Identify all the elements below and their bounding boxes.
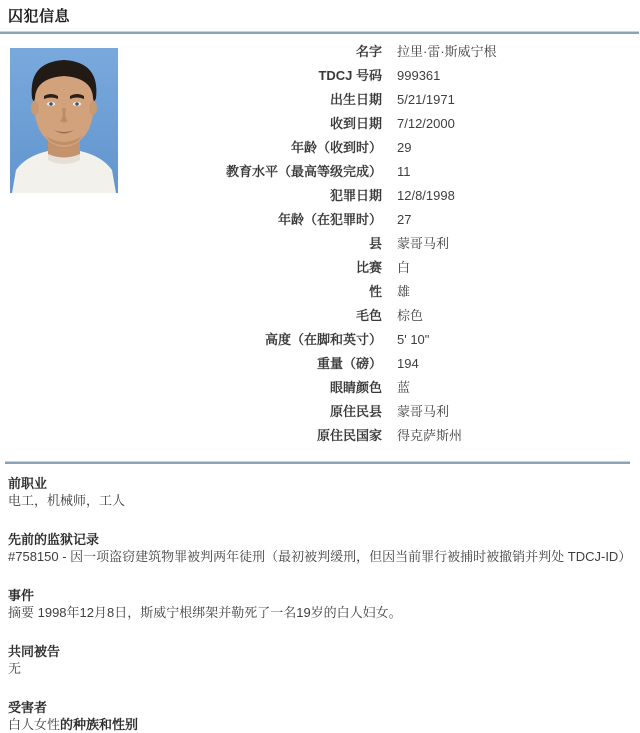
info-section xyxy=(8,476,628,509)
inmate-field-row xyxy=(0,352,640,376)
field-label: 县 xyxy=(368,236,382,251)
field-label: 高度（在脚和英寸） xyxy=(264,332,382,347)
inmate-field-row xyxy=(0,400,640,424)
section-content xyxy=(8,493,628,509)
field-label: 原住民县 xyxy=(329,404,382,419)
field-value: 29 xyxy=(397,140,412,155)
field-value: 雄 xyxy=(397,284,411,299)
field-value: 27 xyxy=(397,212,412,227)
field-value: 5/21/1971 xyxy=(397,92,455,107)
inmate-field-row xyxy=(0,208,640,232)
inmate-field-row xyxy=(0,232,640,256)
field-label: 年龄（收到时） xyxy=(290,140,382,155)
inmate-photo xyxy=(10,48,118,193)
info-section xyxy=(8,588,628,621)
section-heading: 共同被告 xyxy=(8,644,61,659)
section-content-part: #758150 - 因一项盗窃建筑物罪被判两年徒刑（最初被判缓刑，但因当前罪行被捕时被撤销并判处 TDCJ-ID） xyxy=(8,549,632,564)
field-label: 收到日期 xyxy=(329,116,382,131)
field-value: 拉里·雷·斯威宁根 xyxy=(397,44,497,59)
field-label: 出生日期 xyxy=(329,92,382,107)
page-title: 囚犯信息 xyxy=(8,8,71,25)
field-value: 194 xyxy=(397,356,419,371)
field-value: 白 xyxy=(397,260,411,275)
inmate-field-row xyxy=(0,256,640,280)
inmate-field-row xyxy=(0,424,640,448)
section-heading: 先前的监狱记录 xyxy=(8,532,100,547)
section-content-part: 的种族和性别 xyxy=(60,717,139,732)
field-label: 毛色 xyxy=(355,308,382,323)
field-value: 11 xyxy=(397,164,411,179)
field-label: 重量（磅） xyxy=(316,356,382,371)
inmate-details xyxy=(0,40,640,448)
section-content-part: 摘要 1998年12月8日，斯威宁根绑架并勒死了一名19岁的白人妇女。 xyxy=(8,605,402,620)
field-value: 7/12/2000 xyxy=(397,116,455,131)
field-label: TDCJ 号码 xyxy=(318,68,382,83)
section-content-part: 白人女性 xyxy=(8,717,61,732)
field-value: 得克萨斯州 xyxy=(397,428,463,443)
section-content xyxy=(8,717,628,733)
info-section xyxy=(8,644,628,677)
section-content xyxy=(8,605,628,621)
section-content-part: 电工，机械师，工人 xyxy=(8,493,126,508)
page-header xyxy=(0,0,640,25)
info-section xyxy=(8,532,632,565)
field-value: 棕色 xyxy=(397,308,424,323)
sections xyxy=(0,464,640,733)
field-value: 12/8/1998 xyxy=(397,188,455,203)
info-section xyxy=(8,700,628,733)
field-label: 原住民国家 xyxy=(316,428,382,443)
section-content-part: 无 xyxy=(8,661,22,676)
field-label: 眼睛颜色 xyxy=(329,380,382,395)
inmate-field-row xyxy=(0,376,640,400)
section-heading: 前职业 xyxy=(8,476,48,491)
field-value: 999361 xyxy=(397,68,441,83)
field-label: 性 xyxy=(368,284,382,299)
field-value: 蒙哥马利 xyxy=(397,404,450,419)
inmate-field-row xyxy=(0,328,640,352)
field-value: 5' 10" xyxy=(397,332,430,347)
inmate-field-row xyxy=(0,304,640,328)
inmate-field-row xyxy=(0,280,640,304)
field-label: 比赛 xyxy=(355,260,382,275)
field-value: 蒙哥马利 xyxy=(397,236,450,251)
field-label: 犯罪日期 xyxy=(329,188,382,203)
field-label: 名字 xyxy=(355,44,382,59)
section-content xyxy=(8,549,632,565)
field-value: 蓝 xyxy=(397,380,411,395)
section-heading: 事件 xyxy=(8,588,35,603)
field-label: 年龄（在犯罪时） xyxy=(277,212,382,227)
section-content xyxy=(8,661,628,677)
section-heading: 受害者 xyxy=(8,700,48,715)
field-label: 教育水平（最高等级完成） xyxy=(225,164,382,179)
header-divider xyxy=(0,31,639,34)
